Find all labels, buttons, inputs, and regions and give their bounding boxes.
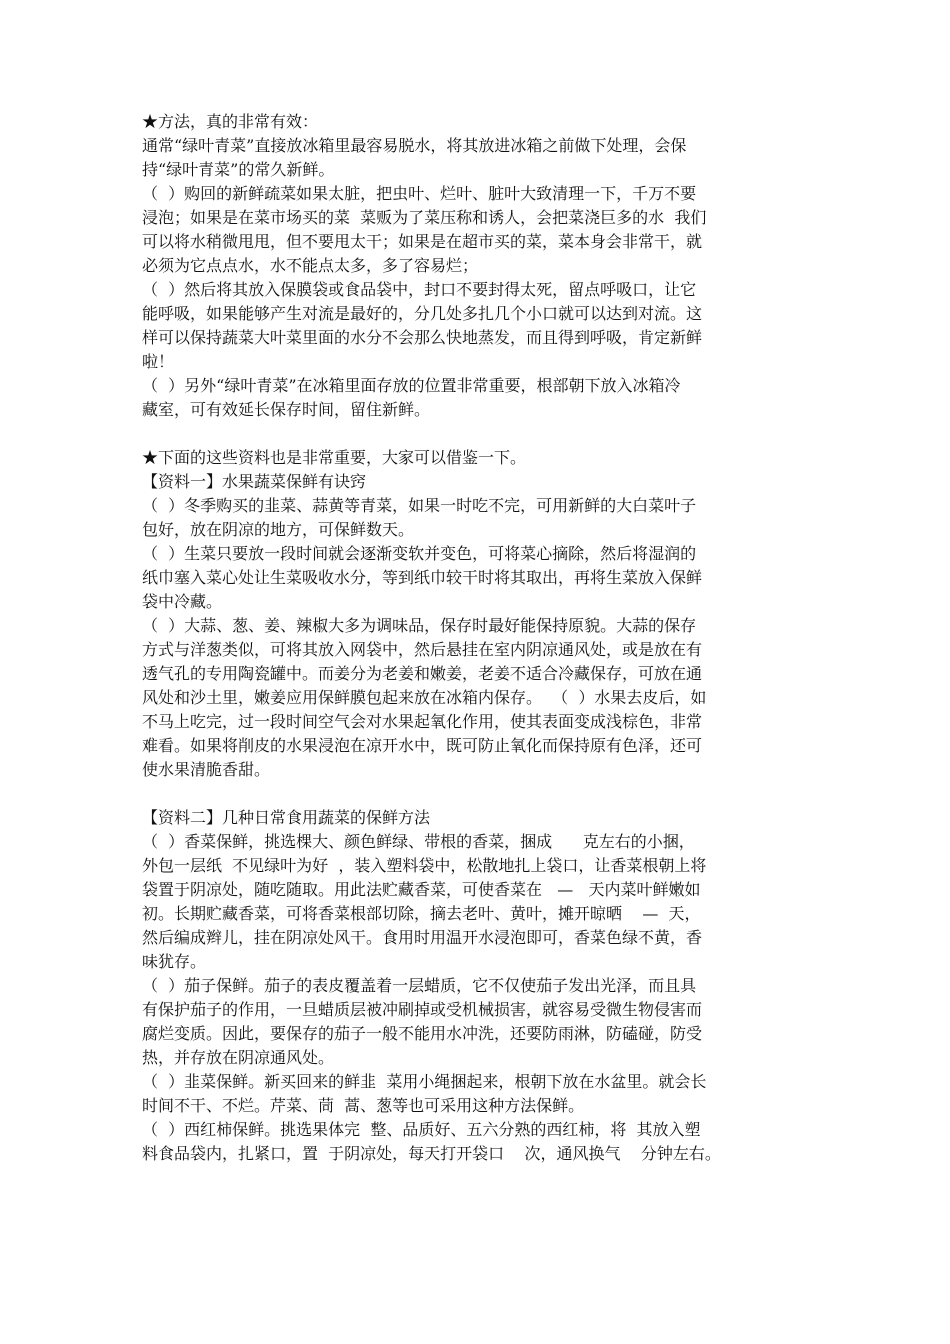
text-line: （ ）冬季购买的韭菜、蒜黄等青菜，如果一时吃不完，可用新鲜的大白菜叶子 (142, 496, 697, 515)
text-line: 腐烂变质。因此，要保存的茄子一般不能用水冲洗，还要防雨淋，防磕碰，防受 (142, 1024, 703, 1043)
section-heading: 【资料一】水果蔬菜保鲜有诀窍 (142, 472, 367, 491)
text-line: （ ）韭菜保鲜。新买回来的鲜韭 菜用小绳捆起来，根朝下放在水盆里。就会长 (142, 1072, 707, 1091)
text-line: 通常“绿叶青菜”直接放冰箱里最容易脱水，将其放进冰箱之前做下处理，会保 (142, 136, 687, 155)
text-line: 持“绿叶青菜”的常久新鲜。 (142, 160, 335, 179)
text-line: 袋置于阴凉处，随吃随取。用此法贮藏香菜，可使香菜在 — 天内菜叶鲜嫩如 (142, 880, 701, 899)
text-line: 样可以保持蔬菜大叶菜里面的水分不会那么快地蒸发，而且得到呼吸，肯定新鲜 (142, 328, 703, 347)
text-line: 方式与洋葱类似，可将其放入网袋中，然后悬挂在室内阴凉通风处，或是放在有 (142, 640, 703, 659)
text-line: 使水果清脆香甜。 (142, 760, 271, 779)
text-line: （ ）然后将其放入保膜袋或食品袋中，封口不要封得太死，留点呼吸口，让它 (142, 280, 697, 299)
text-line: 浸泡；如果是在菜市场买的菜 菜贩为了菜压称和诱人，会把菜浇巨多的水 我们 (142, 208, 707, 227)
text-line: 时间不干、不烂。芹菜、茼 蒿、葱等也可采用这种方法保鲜。 (142, 1096, 585, 1115)
text-line: 藏室，可有效延长保存时间，留住新鲜。 (142, 400, 431, 419)
text-line: 可以将水稍微甩甩，但不要甩太干；如果是在超市买的菜，菜本身会非常干，就 (142, 232, 703, 251)
text-line: 包好，放在阴凉的地方，可保鲜数天。 (142, 520, 415, 539)
section-heading: 【资料二】几种日常食用蔬菜的保鲜方法 (142, 808, 431, 827)
text-line: 味犹存。 (142, 952, 207, 971)
text-line: 能呼吸，如果能够产生对流是最好的，分几处多扎几个小口就可以达到对流。这 (142, 304, 703, 323)
text-line: （ ）茄子保鲜。茄子的表皮覆盖着一层蜡质，它不仅使茄子发出光泽，而且具 (142, 976, 697, 995)
text-line: （ ）大蒜、葱、姜、辣椒大多为调味品，保存时最好能保持原貌。大蒜的保存 (142, 616, 697, 635)
text-line: （ ）西红柿保鲜。挑选果体完 整、品质好、五六分熟的西红柿，将 其放入塑 (142, 1120, 701, 1139)
text-line: 有保护茄子的作用，一旦蜡质层被冲刷掉或受机械损害，就容易受微生物侵害而 (142, 1000, 703, 1019)
text-line: 啦！ (142, 352, 175, 371)
blank-line (142, 422, 810, 446)
document-body (142, 110, 810, 1166)
blank-line (142, 782, 810, 806)
text-line: （ ）香菜保鲜，挑选棵大、颜色鲜绿、带根的香菜，捆成 克左右的小捆， (142, 832, 695, 851)
text-line: （ ）另外“绿叶青菜”在冰箱里面存放的位置非常重要，根部朝下放入冰箱冷 (142, 376, 681, 395)
text-line: ★下面的这些资料也是非常重要，大家可以借鉴一下。 (142, 448, 527, 467)
text-line: ★方法，真的非常有效： (142, 112, 319, 131)
text-line: 风处和沙土里，嫩姜应用保鲜膜包起来放在冰箱内保存。 （ ）水果去皮后，如 (142, 688, 707, 707)
text-line: 外包一层纸 不见绿叶为好 ，装入塑料袋中，松散地扎上袋口，让香菜根朝上将 (142, 856, 707, 875)
text-line: 热，并存放在阴凉通风处。 (142, 1048, 335, 1067)
text-line: 透气孔的专用陶瓷罐中。而姜分为老姜和嫩姜，老姜不适合冷藏保存，可放在通 (142, 664, 703, 683)
text-line: 初。长期贮藏香菜，可将香菜根部切除，摘去老叶、黄叶，摊开晾晒 — 天， (142, 904, 701, 923)
text-line: （ ）购回的新鲜疏菜如果太脏，把虫叶、烂叶、脏叶大致清理一下，千万不要 (142, 184, 697, 203)
text-line: 不马上吃完，过一段时间空气会对水果起氧化作用，使其表面变成浅棕色，非常 (142, 712, 703, 731)
text-line: 袋中冷藏。 (142, 592, 223, 611)
text-line: （ ）生菜只要放一段时间就会逐渐变软并变色，可将菜心摘除，然后将湿润的 (142, 544, 697, 563)
text-line: 纸巾塞入菜心处让生菜吸收水分，等到纸巾较干时将其取出，再将生菜放入保鲜 (142, 568, 703, 587)
text-line: 难看。如果将削皮的水果浸泡在凉开水中，既可防止氧化而保持原有色泽，还可 (142, 736, 703, 755)
text-line: 然后编成辫儿，挂在阴凉处风干。食用时用温开水浸泡即可，香菜色绿不黄，香 (142, 928, 703, 947)
text-line: 料食品袋内，扎紧口，置 于阴凉处，每天打开袋口 次，通风换气 分钟左右。 (142, 1144, 721, 1163)
text-line: 必须为它点点水，水不能点太多，多了容易烂； (142, 256, 479, 275)
